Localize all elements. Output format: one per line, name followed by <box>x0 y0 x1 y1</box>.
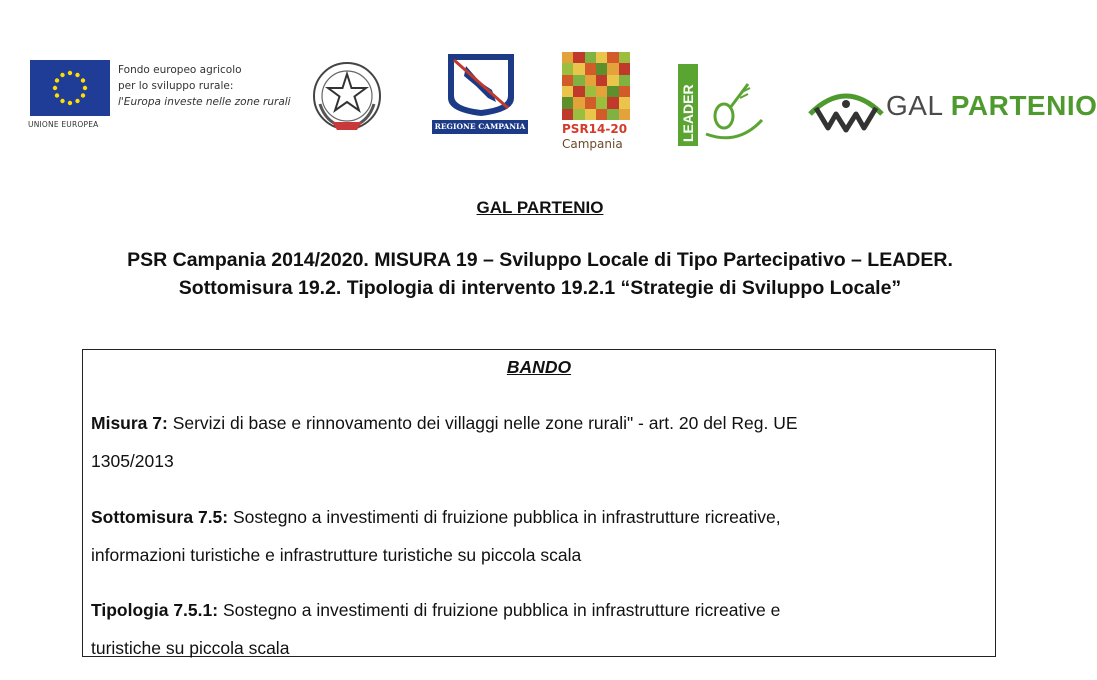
section-text: 1305/2013 <box>91 451 174 471</box>
psr-title: PSR14-20 <box>562 122 628 136</box>
section-text: Sostegno a investimenti di fruizione pubblica in infrastrutture ricreative, <box>228 507 781 527</box>
italian-republic-emblem-icon <box>310 58 385 136</box>
section-text: Servizi di base e rinnovamento dei villaggi nelle zone rurali" - art. 20 del Reg. UE <box>167 413 798 433</box>
subtitle-line: Sottomisura 19.2. Tipologia di intervento 19.2.1 “Strategie di Sviluppo Locale” <box>178 277 902 299</box>
eu-flag-icon <box>30 60 110 116</box>
regione-shield-icon <box>446 52 516 118</box>
gal-partenio-wordmark <box>886 90 1097 122</box>
section-text: Sostegno a investimenti di fruizione pubblica in infrastrutture ricreative e <box>218 600 781 620</box>
eu-fund-line: l'Europa investe nelle zone rurali <box>118 96 291 108</box>
section-label: Misura 7: <box>91 413 168 433</box>
leader-label: LEADER <box>680 84 696 142</box>
bando-section-tipologia <box>91 591 991 667</box>
bando-section-sottomisura <box>91 498 991 574</box>
eu-fund-line: per lo sviluppo rurale: <box>118 80 234 92</box>
page-title: GAL PARTENIO <box>476 198 604 217</box>
psr-subtitle: Campania <box>562 137 623 151</box>
regione-campania-logo <box>432 52 528 142</box>
leader-logo <box>678 64 768 146</box>
eu-caption: UNIONE EUROPEA <box>28 120 99 129</box>
eu-fund-line: Fondo europeo agricolo <box>118 64 242 76</box>
section-label: Tipologia 7.5.1: <box>91 600 219 620</box>
bando-box <box>82 349 996 657</box>
bando-title: BANDO <box>506 357 572 377</box>
regione-campania-label: REGIONE CAMPANIA <box>432 120 528 134</box>
psr-mosaic-icon <box>562 52 630 120</box>
mountain-people-icon <box>808 84 884 134</box>
section-label: Sottomisura 7.5: <box>91 507 229 527</box>
gal-partenio-logo <box>808 80 1097 140</box>
gal-prefix: GAL <box>886 90 951 121</box>
eu-logo <box>28 58 291 138</box>
logo-bar <box>0 0 1097 175</box>
gal-name: PARTENIO <box>950 90 1097 121</box>
bando-section-misura <box>91 404 991 480</box>
psr-campania-logo <box>562 52 632 152</box>
page-subtitle <box>0 246 1080 302</box>
section-text: turistiche su piccola scala <box>91 638 290 658</box>
eu-fund-text <box>118 62 291 110</box>
subtitle-line: PSR Campania 2014/2020. MISURA 19 – Sviluppo Locale di Tipo Partecipativo – LEADER. <box>127 249 953 271</box>
section-text: informazioni turistiche e infrastrutture turistiche su piccola scala <box>91 545 582 565</box>
